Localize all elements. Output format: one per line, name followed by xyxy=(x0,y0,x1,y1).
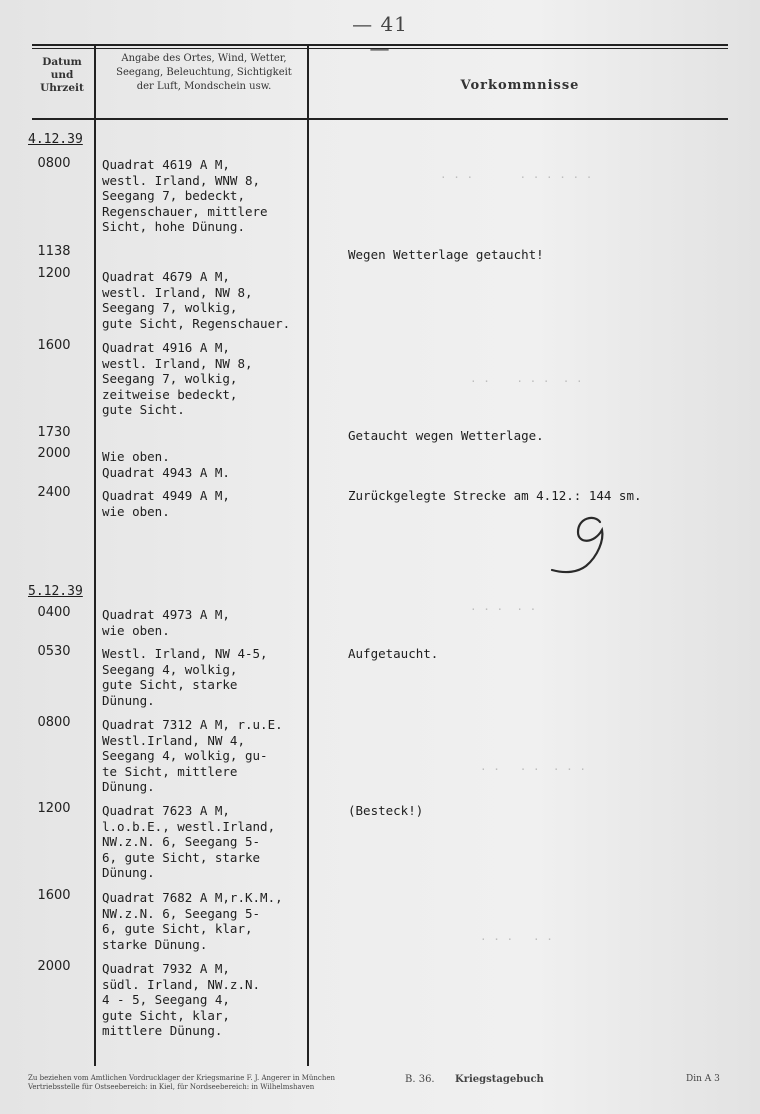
bleed-through-dots: . . . . . . . . . xyxy=(440,168,593,181)
entry-time: 2000 xyxy=(37,959,71,974)
bleed-through-dots: . . . . . xyxy=(470,600,537,613)
entry-time: 0800 xyxy=(37,156,71,171)
event-text: Getaucht wegen Wetterlage. xyxy=(348,428,544,443)
entry-text: Wie oben. Quadrat 4943 A M. xyxy=(102,449,230,480)
entry-time: 0800 xyxy=(37,715,71,730)
entry-text: Quadrat 7312 A M, r.u.E. Westl.Irland, NW 4, Seegang 4, wolkig, gu- te Sicht, mittlere Dünung. xyxy=(102,717,283,794)
footer-din: Din A 3 xyxy=(686,1074,720,1084)
column-divider-datum xyxy=(94,46,96,1066)
entry-text: Quadrat 4973 A M, wie oben. xyxy=(102,607,230,638)
event-text: (Besteck!) xyxy=(348,803,424,818)
entry-text: Quadrat 4619 A M, westl. Irland, WNW 8, Seegang 7, bedeckt, Regenschauer, mittlere Sicht, hohe Dünung. xyxy=(102,157,268,234)
entry-time: 1200 xyxy=(37,801,71,816)
header-datum-line: Uhrzeit xyxy=(40,82,84,94)
header-angabe-line: Seegang, Beleuchtung, Sichtigkeit xyxy=(116,67,292,78)
header-vorkommnisse: Vorkommnisse xyxy=(460,78,580,93)
entry-time: 1730 xyxy=(37,425,71,440)
entry-time: 1138 xyxy=(37,244,71,259)
top-rule xyxy=(32,44,728,46)
entry-time: 1200 xyxy=(37,266,71,281)
entry-text: Quadrat 4916 A M, westl. Irland, NW 8, Seegang 7, wolkig, zeitweise bedeckt, gute Sicht. xyxy=(102,340,253,417)
entry-text: Quadrat 7932 A M, südl. Irland, NW.z.N. 4 - 5, Seegang 4, gute Sicht, klar, mittlere Dünung. xyxy=(102,961,261,1038)
entry-text: Quadrat 7682 A M,r.K.M., NW.z.N. 6, Seegang 5- 6, gute Sicht, klar, starke Dünung. xyxy=(102,890,283,952)
entry-time: 0530 xyxy=(37,644,71,659)
header-angabe-line: der Luft, Mondschein usw. xyxy=(136,81,272,92)
header-datum-line: Datum xyxy=(42,56,82,68)
entry-time: 1600 xyxy=(37,338,71,353)
bleed-through-dots: . . . . . xyxy=(480,930,553,943)
header-datum-line: und xyxy=(50,69,74,81)
header-bottom-rule xyxy=(32,118,728,120)
footer-publisher-line: Vertriebsstelle für Ostseebereich: in Kiel, für Nordseebereich: in Wilhelmshaven xyxy=(28,1083,315,1091)
footer-publisher xyxy=(28,1074,378,1092)
date-header: 5.12.39 xyxy=(28,584,83,599)
entry-time: 1600 xyxy=(37,888,71,903)
header-datum xyxy=(30,56,94,95)
entry-text: Westl. Irland, NW 4-5, Seegang 4, wolkig, gute Sicht, starke Dünung. xyxy=(102,646,268,708)
entry-time: 0400 xyxy=(37,605,71,620)
header-angabe-line: Angabe des Ortes, Wind, Wetter, xyxy=(121,53,287,64)
footer-form-number: B. 36. xyxy=(405,1074,435,1085)
date-header: 4.12.39 xyxy=(28,132,83,147)
page-number: — 41 xyxy=(352,12,408,36)
entry-text: Quadrat 7623 A M, l.o.b.E., westl.Irland, NW.z.N. 6, Seegang 5- 6, gute Sicht, starke Dünung. xyxy=(102,803,276,880)
event-text: Wegen Wetterlage getaucht! xyxy=(348,247,544,262)
footer-publisher-line: Zu beziehen vom Amtlichen Vordrucklager der Kriegsmarine F. J. Angerer in München xyxy=(28,1074,335,1082)
top-rule-thin xyxy=(32,48,728,49)
bleed-through-dots: . . . . . . . xyxy=(470,372,583,385)
event-text: Aufgetaucht. xyxy=(348,646,439,661)
entry-text: Quadrat 4679 A M, westl. Irland, NW 8, Seegang 7, wolkig, gute Sicht, Regenschauer. xyxy=(102,269,291,331)
entry-time: 2400 xyxy=(37,485,71,500)
entry-time: 2000 xyxy=(37,446,71,461)
entry-text: Quadrat 4949 A M, wie oben. xyxy=(102,488,230,519)
column-divider-angabe xyxy=(307,46,309,1066)
signature-mark xyxy=(548,510,618,576)
header-angabe xyxy=(100,52,308,94)
event-text: Zurückgelegte Strecke am 4.12.: 144 sm. xyxy=(348,488,642,503)
bleed-through-dots: . . . . . . . xyxy=(480,760,586,773)
footer-title: Kriegstagebuch xyxy=(455,1074,544,1085)
